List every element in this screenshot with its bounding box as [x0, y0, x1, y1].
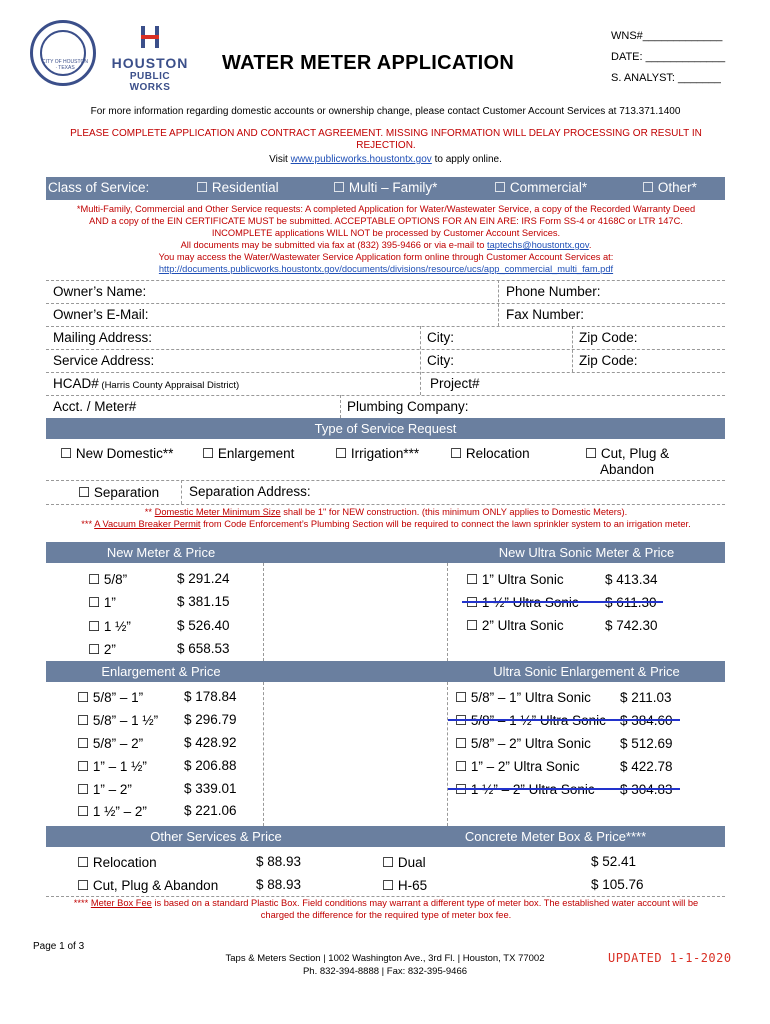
box-h65-price: $ 105.76 [591, 877, 644, 892]
commercial-application-link[interactable]: http://documents.publicworks.houstontx.gov/documents/divisions/resource/ucs/app_commercial_multi_fam.pdf [158, 264, 614, 274]
meter-1-checkbox[interactable]: ☐ 1” [88, 595, 116, 610]
class-note-requirements: *Multi-Family, Commercial and Other Service requests: A completed Application for Water/Wastewater Service, a copy of the Recorded Warranty Deed AND a copy of the EIN CERTIFICATE MUST be submitted. ACCEPTABLE OPTIONS FOR AN EIN ARE: IRS Form SS-4 or 4168C or LTR 147C. INCOMPLETE applications WILL NOT be processed by Customer Account Services. [76, 204, 696, 238]
page-title: WATER METER APPLICATION [222, 52, 515, 74]
seal-text: CITY OF HOUSTON · TEXAS [42, 59, 88, 71]
other-relocation-checkbox[interactable]: ☐ Relocation [77, 855, 157, 870]
us-enl-5-8-1-5-checkbox[interactable] [455, 713, 606, 729]
analyst-field[interactable]: S. ANALYST: _______ [611, 72, 721, 84]
us-enl-1-2-checkbox[interactable]: ☐ 1” – 2” Ultra Sonic [455, 759, 580, 774]
ultra-meter-title: New Ultra Sonic Meter & Price [498, 545, 675, 560]
enl-5-8-2-price: $ 428.92 [184, 735, 237, 750]
ultra-1-5-strikethrough [462, 601, 663, 603]
wns-field[interactable]: WNS#_____________ [611, 30, 723, 42]
new-meter-bar [46, 542, 725, 563]
separation-checkbox[interactable]: ☐ Separation [78, 485, 160, 500]
footer-address: Taps & Meters Section | 1002 Washington Ave., 3rd Fl. | Houston, TX 77002 [225, 953, 545, 964]
domestic-size-note: ** Domestic Meter Minimum Size shall be 1" for NEW construction. (this minimum ONLY applies to Domestic Meters). [144, 507, 628, 517]
irrigation-note: *** A Vacuum Breaker Permit from Code Enforcement’s Plumbing Section will be required to connect the lawn sprinkler system to an irrigation meter. [81, 519, 691, 529]
footer-phone: Ph. 832-394-8888 | Fax: 832-395-9466 [302, 966, 468, 977]
meter-2-price: $ 658.53 [177, 641, 230, 656]
enl-5-8-1-price: $ 178.84 [184, 689, 237, 704]
enlargement-checkbox[interactable]: ☐ Enlargement [202, 446, 295, 461]
enl-1-5-2-checkbox[interactable]: ☐ 1 ½” – 2” [77, 804, 147, 819]
class-note-submit: All documents may be submitted via fax at (832) 395-9466 or via e-mail to taptechs@houstontx.gov. [180, 240, 592, 250]
meter-1-5-checkbox[interactable]: ☐ 1 ½” [88, 619, 131, 634]
ultra-enlargement-title: Ultra Sonic Enlargement & Price [493, 664, 680, 679]
logo-line-2: PUBLIC WORKS [129, 71, 171, 93]
enlargement-title: Enlargement & Price [101, 664, 221, 679]
box-h65-checkbox[interactable]: ☐ H-65 [382, 878, 428, 893]
new-domestic-checkbox[interactable]: ☐ New Domestic** [60, 446, 174, 461]
class-of-service-bar [46, 177, 725, 200]
other-cut-plug-checkbox[interactable]: ☐ Cut, Plug & Abandon [77, 878, 219, 893]
meter-box-note: **** Meter Box Fee is based on a standard Plastic Box. Field conditions may warrant a different type of meter box. The established water account will be charged the difference for the required type of meter box fee. [73, 898, 699, 920]
enl-1-1-5-checkbox[interactable]: ☐ 1” – 1 ½” [77, 759, 147, 774]
us-enl-5-8-1-checkbox[interactable]: ☐ 5/8” – 1” Ultra Sonic [455, 690, 591, 705]
fax-number-field[interactable]: Fax Number: [506, 307, 585, 322]
warning-text: PLEASE COMPLETE APPLICATION AND CONTRACT AGREEMENT. MISSING INFORMATION WILL DELAY PROCESSING OR RESULT IN REJECTION. [70, 128, 702, 151]
us-enl-1-5-2-strikethrough [448, 788, 680, 790]
us-enl-5-8-2-price: $ 512.69 [620, 736, 673, 751]
enl-5-8-1-5-price: $ 296.79 [184, 712, 237, 727]
us-enl-1-2-price: $ 422.78 [620, 759, 673, 774]
other-services-bar [46, 826, 725, 847]
service-city-field[interactable]: City: [427, 353, 454, 368]
meter-1-price: $ 381.15 [177, 594, 230, 609]
class-note [70, 203, 702, 275]
box-dual-checkbox[interactable]: ☐ Dual [382, 855, 426, 870]
project-field[interactable]: Project# [430, 376, 480, 391]
meter-1-5-price: $ 526.40 [177, 618, 230, 633]
service-request-notes [56, 506, 716, 530]
multi-family-checkbox[interactable]: ☐ Multi – Family* [333, 180, 438, 195]
enl-1-5-2-price: $ 221.06 [184, 803, 237, 818]
irrigation-checkbox[interactable]: ☐ Irrigation*** [335, 446, 420, 461]
residential-checkbox[interactable]: ☐ Residential [196, 180, 279, 195]
acct-meter-field[interactable]: Acct. / Meter# [53, 399, 137, 414]
enl-1-1-5-price: $ 206.88 [184, 758, 237, 773]
enl-1-2-price: $ 339.01 [184, 781, 237, 796]
service-address-field[interactable]: Service Address: [53, 353, 155, 368]
mailing-address-field[interactable]: Mailing Address: [53, 330, 153, 345]
meter-2-checkbox[interactable]: ☐ 2” [88, 642, 116, 657]
class-of-service-label: Class of Service: [48, 180, 150, 195]
enl-1-2-checkbox[interactable]: ☐ 1” – 2” [77, 782, 132, 797]
mailing-zip-field[interactable]: Zip Code: [579, 330, 638, 345]
phone-number-field[interactable]: Phone Number: [506, 284, 601, 299]
enl-5-8-2-checkbox[interactable]: ☐ 5/8” – 2” [77, 736, 144, 751]
contact-info: For more information regarding domestic accounts or ownership change, please contact Customer Account Services at 713.371.1400 [90, 106, 681, 117]
us-enl-5-8-2-checkbox[interactable]: ☐ 5/8” – 2” Ultra Sonic [455, 736, 591, 751]
enl-5-8-1-checkbox[interactable]: ☐ 5/8” – 1” [77, 690, 144, 705]
separation-address-field[interactable]: Separation Address: [189, 484, 311, 499]
meter-5-8-price: $ 291.24 [177, 571, 230, 586]
owner-name-field[interactable]: Owner’s Name: [53, 284, 147, 299]
cut-plug-checkbox[interactable]: ☐ Cut, Plug & [585, 446, 670, 461]
seal-inner-ring [40, 30, 86, 76]
hpw-h-icon [139, 26, 161, 48]
enlargement-bar [46, 661, 725, 682]
page-number: Page 1 of 3 [33, 941, 85, 952]
date-field[interactable]: DATE: _____________ [611, 51, 726, 63]
houston-public-works-logo [109, 26, 191, 93]
service-zip-field[interactable]: Zip Code: [579, 353, 638, 368]
cut-plug-label-line2: Abandon [600, 462, 655, 477]
other-cut-plug-price: $ 88.93 [256, 877, 302, 892]
ultra-1-checkbox[interactable]: ☐ 1” Ultra Sonic [466, 572, 564, 587]
owner-email-field[interactable]: Owner’s E-Mail: [53, 307, 149, 322]
service-request-bar [46, 418, 725, 439]
hcad-field[interactable]: HCAD# (Harris County Appraisal District) [53, 376, 240, 391]
logo-line-1: HOUSTON [111, 55, 189, 71]
us-enl-5-8-1-5-strikethrough [448, 719, 680, 721]
relocation-checkbox[interactable]: ☐ Relocation [450, 446, 530, 461]
taptechs-email-link[interactable]: taptechs@houstontx.gov [487, 240, 589, 250]
plumbing-company-field[interactable]: Plumbing Company: [347, 399, 469, 414]
other-services-title: Other Services & Price [150, 829, 282, 844]
ultra-1-5-checkbox[interactable] [466, 595, 579, 611]
ultra-1-price: $ 413.34 [605, 572, 658, 587]
commercial-checkbox[interactable]: ☐ Commercial* [494, 180, 588, 195]
us-enl-5-8-1-price: $ 211.03 [620, 690, 672, 705]
city-seal-logo [30, 20, 96, 86]
class-note-online: You may access the Water/Wastewater Service Application form online through Customer Account Services at: [158, 252, 614, 262]
service-request-title: Type of Service Request [314, 421, 457, 436]
other-checkbox[interactable]: ☐ Other* [642, 180, 697, 195]
box-dual-price: $ 52.41 [591, 854, 637, 869]
new-meter-title: New Meter & Price [106, 545, 216, 560]
meter-box-title: Concrete Meter Box & Price**** [464, 829, 647, 844]
ultra-2-price: $ 742.30 [605, 618, 658, 633]
office-use-fields [611, 26, 725, 89]
updated-date-stamp: UPDATED 1-1-2020 [608, 951, 732, 965]
us-enl-1-5-2-checkbox[interactable] [455, 782, 595, 798]
other-relocation-price: $ 88.93 [256, 854, 302, 869]
online-apply-link[interactable]: www.publicworks.houstontx.gov [290, 154, 432, 165]
visit-line: Visit www.publicworks.houstontx.gov to apply online. [269, 154, 502, 165]
mailing-city-field[interactable]: City: [427, 330, 454, 345]
meter-5-8-checkbox[interactable]: ☐ 5/8” [88, 572, 128, 587]
ultra-2-checkbox[interactable]: ☐ 2” Ultra Sonic [466, 618, 564, 633]
enl-5-8-1-5-checkbox[interactable]: ☐ 5/8” – 1 ½” [77, 713, 159, 728]
